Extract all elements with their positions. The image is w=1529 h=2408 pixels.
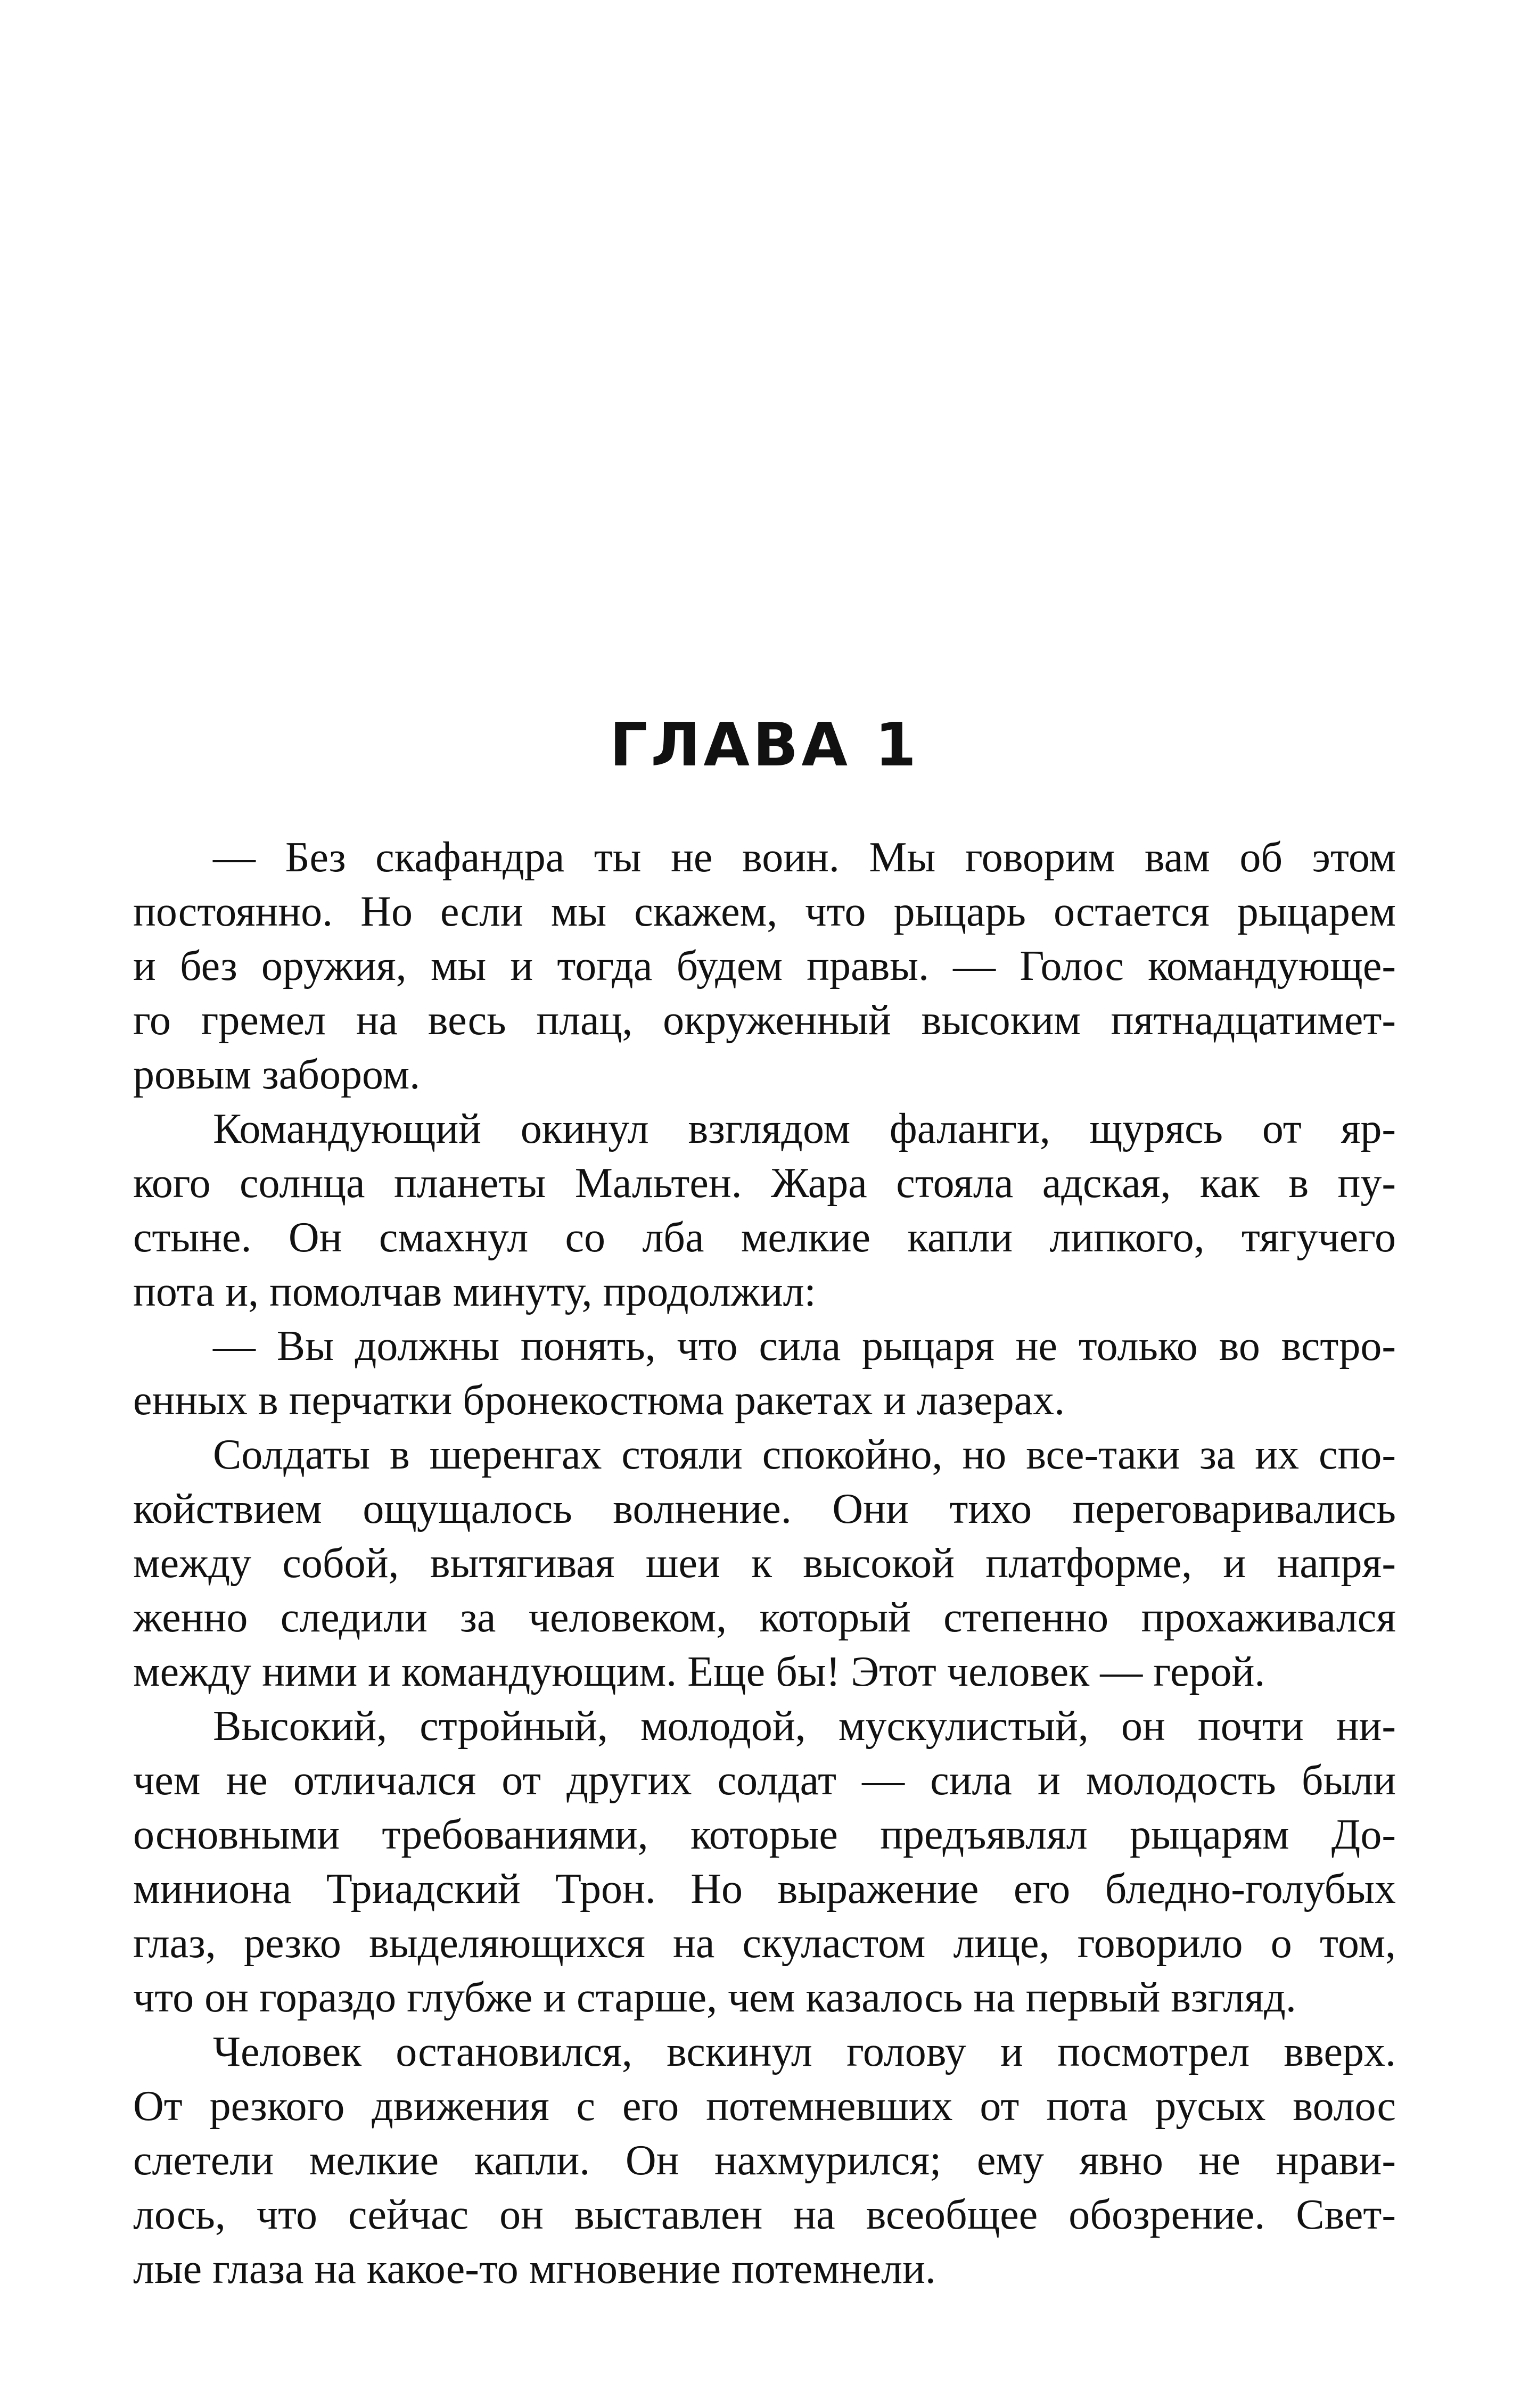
text-line: Командующий окинул взглядом фаланги, щурясь от яр- [213,1106,1396,1152]
text-line: и без оружия, мы и тогда будем правы. — Голос командующе- [133,943,1396,989]
text-line: От резкого движения с его потемневших от пота русых волос [133,2083,1396,2130]
chapter-title: ГЛАВА 1 [609,711,920,780]
text-line: го гремел на весь плац, окруженный высоким пятнадцатимет- [133,997,1396,1044]
text-line: слетели мелкие капли. Он нахмурился; ему явно не нрави- [133,2137,1396,2184]
text-line: кого солнца планеты Мальтен. Жара стояла адская, как в пу- [133,1160,1396,1207]
text-line: Человек остановился, вскинул голову и посмотрел вверх. [213,2028,1396,2075]
text-line: глаз, резко выделяющихся на скуластом лице, говорило о том, [133,1920,1396,1967]
text-line: женно следили за человеком, который степенно прохаживался [133,1594,1396,1641]
text-line: стыне. Он смахнул со лба мелкие капли липкого, тягучего [133,1214,1396,1261]
text-line: ровым забором. [133,1051,421,1098]
text-line: — Вы должны понять, что сила рыцаря не только во встро- [213,1323,1396,1370]
text-line: основными требованиями, которые предъявлял рыцарям До- [133,1811,1396,1858]
text-line: чем не отличался от других солдат — сила и молодость были [133,1757,1396,1804]
text-line: между собой, вытягивая шеи к высокой платформе, и напря- [133,1540,1396,1587]
text-line: енных в перчатки бронекостюма ракетах и лазерах. [133,1377,1065,1424]
text-line: пота и, помолчав минуту, продолжил: [133,1268,816,1315]
text-line: лые глаза на какое-то мгновение потемнели. [133,2246,936,2292]
paragraph [133,1102,1396,1319]
paragraph [133,830,1396,1102]
text-line: постоянно. Но если мы скажем, что рыцарь остается рыцарем [133,888,1396,935]
text-line: что он гораздо глубже и старше, чем казалось на первый взгляд. [133,1974,1296,2021]
text-line: — Без скафандра ты не воин. Мы говорим вам об этом [213,834,1396,881]
text-line: Солдаты в шеренгах стояли спокойно, но все-таки за их спо- [213,1431,1396,1478]
text-line: миниона Триадский Трон. Но выражение его бледно-голубых [133,1866,1396,1912]
text-line: между ними и командующим. Еще бы! Этот человек — герой. [133,1648,1265,1695]
paragraph [133,1319,1396,1428]
paragraph [133,2025,1396,2296]
text-line: койствием ощущалось волнение. Они тихо переговаривались [133,1486,1396,1532]
paragraph [133,1699,1396,2025]
paragraph [133,1428,1396,1699]
chapter-text [133,830,1396,2296]
text-line: лось, что сейчас он выставлен на всеобщее обозрение. Свет- [133,2191,1396,2238]
text-line: Высокий, стройный, молодой, мускулистый, он почти ни- [213,1703,1396,1750]
